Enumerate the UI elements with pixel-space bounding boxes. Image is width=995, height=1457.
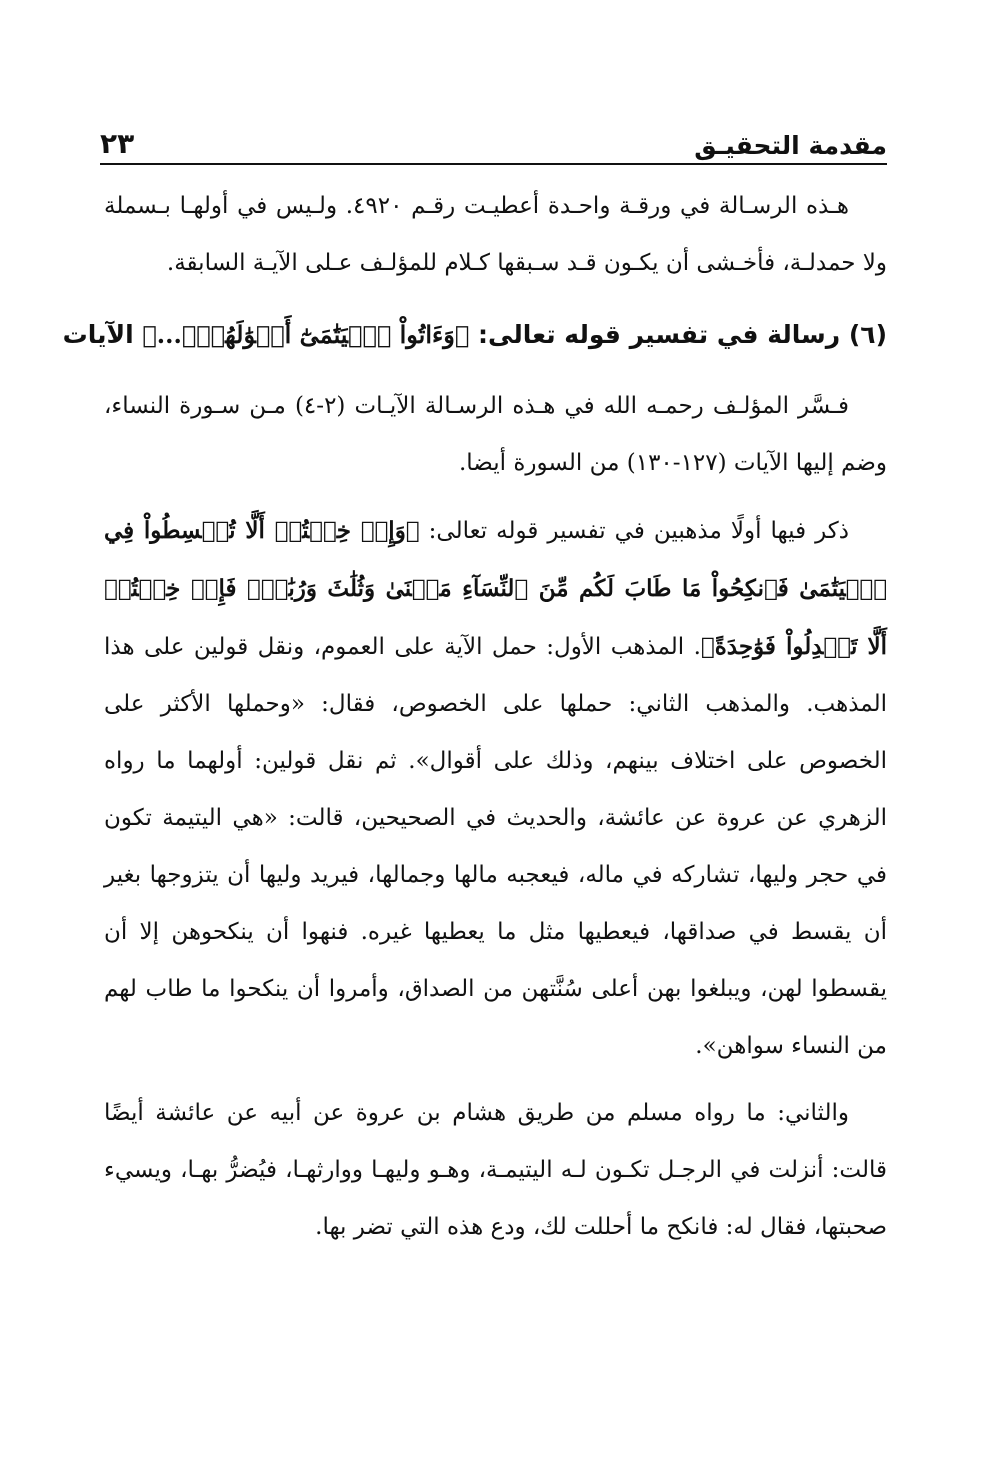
paragraph-two-schools (104, 502, 887, 1075)
paragraph-two-schools-intro: ذكر فيها أولًا مذهبين في تفسير قوله تعالى: (428, 518, 849, 544)
running-header (100, 118, 887, 162)
paragraph-tafsir-scope: فـسَّر المؤلـف رحمـه الله في هـذه الرسـالة الآيـات (٢-٤) مـن سـورة النساء، وضم إليها الآيات (١٢٧-١٣٠) من السورة أيضا. (104, 393, 887, 476)
section-heading-suffix: الآيات (62, 320, 134, 349)
paragraph-two-schools-body: . المذهب الأول: حمل الآية على العموم، ونقل قولين على هذا المذهب. والمذهب الثاني: حملها على الخصوص، فقال: «وحملها الأكثر على الخصوص على اختلاف بينهم، وذلك على أقوال». ثم نقل قولين: أولهما ما رواه الزهري عن عروة عن عائشة، والحديث في الصحيحين، قالت: «هي اليتيمة تكون في حجر وليها، تشاركه في ماله، فيعجبه مالها وجمالها، فيريد وليها أن يتزوجها بغير أن يقسط في صداقها، فيعطيها مثل ما يعطيها غيره. فنهوا أن ينكحوهن إلا أن يقسطوا لهن، ويبلغوا بهن أعلى سُنَّتهن من الصداق، وأمروا أن ينكحوا ما طاب لهم من النساء سواهن». (104, 634, 887, 1059)
header-title: مقدمة التحقيـق (694, 131, 887, 160)
paragraph-second-narration: والثاني: ما رواه مسلم من طريق هشام بن عروة عن أبيه عن عائشة أيضًا قالت: أنزلت في الرجـل تكـون لـه اليتيمـة، وهـو وليهـا ووارثهـا، فيُضرُّ بهـا، ويسيء صحبتها، فقال له: فانكح ما أحللت لك، ودع هذه التي تضر بها. (104, 1100, 887, 1240)
header-divider (100, 163, 887, 165)
page-body (62, 178, 887, 1256)
quran-verse-inline: ﴿وَإِنۡ خِفۡتُمۡ أَلَّا تُقۡسِطُواْ فِي ٱلۡيَتَٰمَىٰ فَٱنكِحُواْ مَا طَابَ لَكُم مِّنَ ٱلنِّسَآءِ مَثۡنَىٰ وَثُلَٰثَ وَرُبَٰعَۖ فَإِنۡ خِفۡتُمۡ أَلَّا تَعۡدِلُواْ فَوَٰحِدَةً﴾ (104, 517, 887, 660)
quran-verse-heading: ﴿وَءَاتُواْ ٱلۡيَتَٰمَىٰٓ أَمۡوَٰلَهُمۡۖ...﴾ (142, 320, 470, 349)
section-heading-6 (62, 302, 887, 368)
page-number: ٢٣ (100, 127, 135, 160)
section-heading-prefix: (٦) رسالة في تفسير قوله تعالى: (478, 320, 887, 349)
paragraph-manuscript-note: هـذه الرسـالة في ورقـة واحـدة أعطيـت رقـم ٤٩٢٠. ولـيس في أولهـا بـسملة ولا حمدلـة، فأخـشى أن يكـون قـد سـبقها كـلام للمؤلـف عـلى الآيـة السابقة. (104, 193, 887, 276)
